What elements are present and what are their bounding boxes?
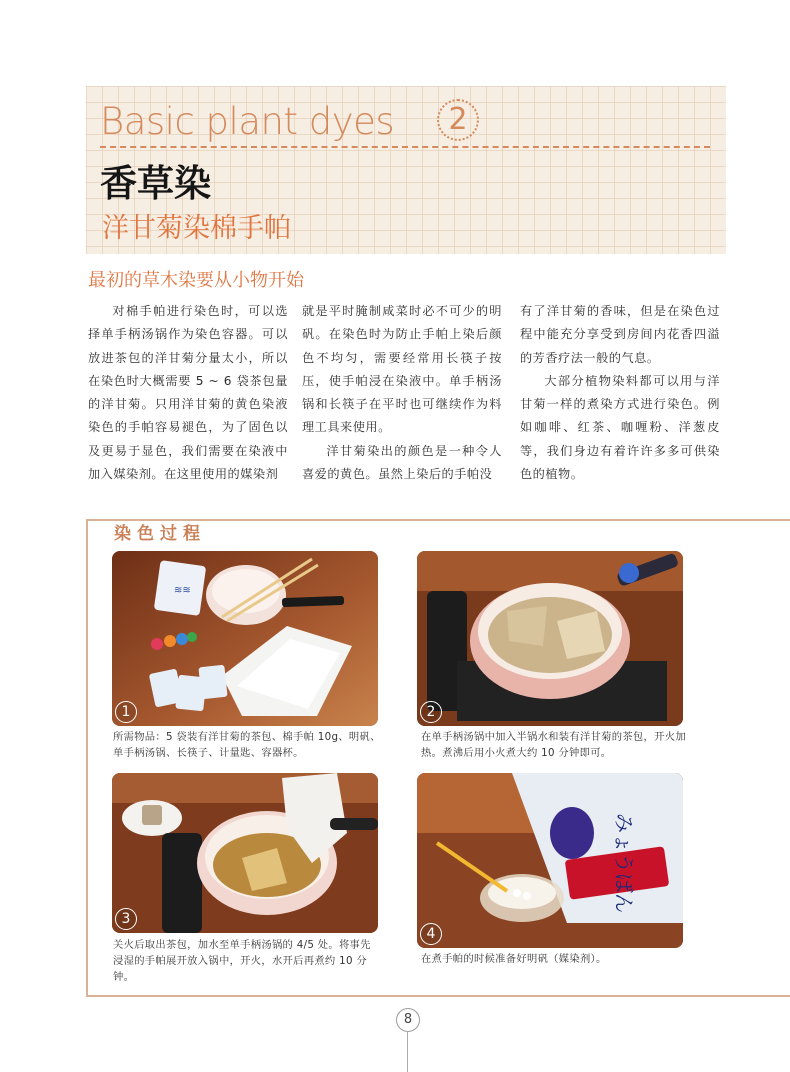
section-heading: 最初的草木染要从小物开始	[88, 270, 304, 291]
page-number-line	[407, 1031, 408, 1072]
header-divider	[100, 146, 710, 148]
step-1-caption: 所需物品：5 袋装有洋甘菊的茶包、棉手帕 10g、明矾、单手柄汤锅、长筷子、计量匙、容器杯。	[113, 731, 381, 759]
paragraph: 有了洋甘菊的香味，但是在染色过程中能充分享受到房间内花香四溢的芳香疗法一般的气息。	[520, 304, 720, 365]
page-number: 8	[396, 1008, 420, 1032]
header-title-en: Basic plant dyes	[100, 100, 395, 143]
text-column-1	[88, 300, 288, 486]
step-4-caption: 在煮手帕的时候准备好明矾（媒染剂）。	[421, 953, 607, 965]
step-2-photo	[417, 551, 683, 726]
step-number-badge: 4	[420, 923, 442, 945]
step-1-photo	[112, 551, 378, 726]
paragraph: 大部分植物染料都可以用与洋甘菊一样的煮染方式进行染色。例如咖啡、红茶、咖喱粉、洋葱皮等，我们身边有着许许多多可供染色的植物。	[520, 373, 720, 482]
svg-text:≋≋: ≋≋	[174, 585, 191, 596]
page-title: 香草染	[100, 162, 211, 205]
text-column-3	[520, 300, 720, 486]
chapter-number-badge: 2	[437, 99, 479, 141]
step-number-badge: 1	[115, 701, 137, 723]
alum-package-label: みょうばん	[612, 813, 636, 913]
paragraph: 对棉手帕进行染色时，可以选择单手柄汤锅作为染色容器。可以放进茶包的洋甘菊分量太小，所以在染色时大概需要 5 ~ 6 袋茶包量的洋甘菊。只用洋甘菊的黄色染液染色的手帕容易褪色，为了固色以及更易于显色，我们需要在染液中加入媒染剂。在这里使用的媒染剂	[88, 304, 288, 482]
step-2-caption: 在单手柄汤锅中加入半锅水和装有洋甘菊的茶包，开火加热。煮沸后用小火煮大约 10 分钟即可。	[421, 731, 686, 759]
step-number-badge: 3	[115, 908, 137, 930]
page-subtitle: 洋甘菊染棉手帕	[102, 213, 291, 244]
step-number-badge: 2	[420, 701, 442, 723]
paragraph: 洋甘菊染出的颜色是一种令人喜爱的黄色。虽然上染后的手帕没	[302, 443, 502, 482]
step-3-caption: 关火后取出茶包，加水至单手柄汤锅的 4/5 处。将事先浸湿的手帕展开放入锅中，开火，水开后再煮约 10 分钟。	[113, 939, 371, 983]
step-4-photo	[417, 773, 683, 948]
paragraph: 就是平时腌制咸菜时必不可少的明矾。在染色时为防止手帕上染后颜色不均匀，需要经常用长筷子按压，使手帕浸在染液中。单手柄汤锅和长筷子在平时也可继续作为料理工具来使用。	[302, 304, 502, 435]
process-title: 染色过程	[114, 524, 206, 544]
step-3-photo	[112, 773, 378, 933]
text-column-2	[302, 300, 502, 486]
